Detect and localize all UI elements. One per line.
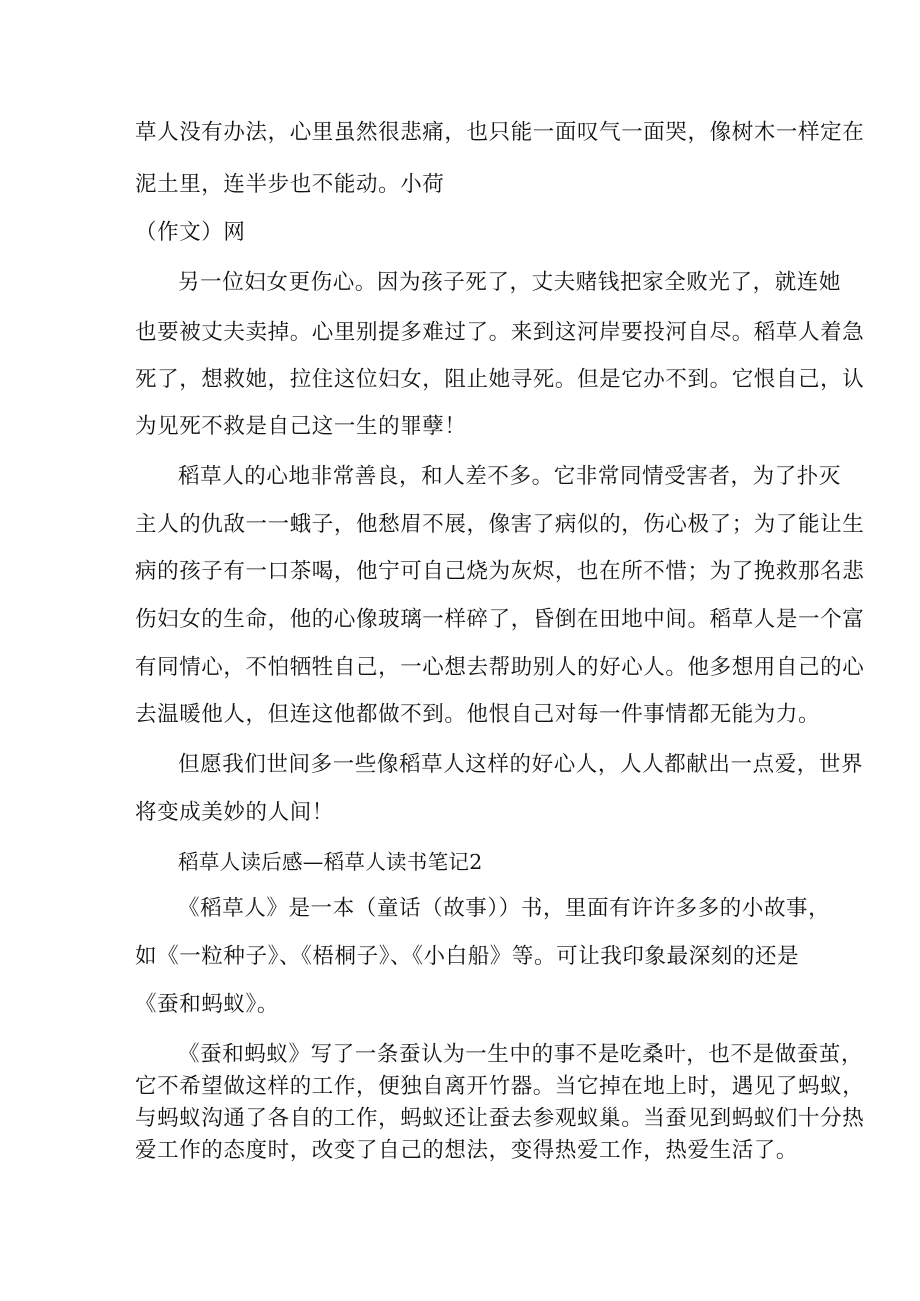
paragraph-2-line-4: 为见死不救是自己这一生的罪孽！	[135, 414, 467, 439]
paragraph-6-line-3: 与蚂蚁沟通了各自的工作，蚂蚁还让蚕去参观蚁巢。当蚕见到蚂蚁们十分热	[135, 1106, 865, 1131]
paragraph-3-line-1: 稻草人的心地非常善良，和人差不多。它非常同情受害者，为了扑灭	[178, 464, 842, 489]
paragraph-3-line-5: 有同情心，不怕牺牲自己，一心想去帮助别人的好心人。他多想用自己的心	[135, 655, 865, 680]
paragraph-6-line-4: 爱工作的态度时，改变了自己的想法，变得热爱工作，热爱生活了。	[135, 1138, 799, 1163]
paragraph-5-line-3: 《蚕和蚂蚁》。	[135, 992, 279, 1017]
paragraph-5-line-2: 如《一粒种子》、《梧桐子》、《小白船》等。可让我印象最深刻的还是	[135, 944, 800, 969]
paragraph-5-line-1: 《稻草人》是一本（童话（故事））书，里面有许许多多的小故事，	[178, 896, 831, 921]
paragraph-3-line-4: 伤妇女的生命，他的心像玻璃一样碎了，昏倒在田地中间。稻草人是一个富	[135, 607, 865, 632]
paragraph-2-line-3: 死了，想救她，拉住这位妇女，阻止她寻死。但是它办不到。它恨自己，认	[135, 367, 865, 392]
paragraph-3-line-2: 主人的仇敌一一蛾子，他愁眉不展，像害了病似的，伤心极了；为了能让生	[135, 512, 865, 537]
paragraph-6-line-2: 它不希望做这样的工作，便独自离开竹器。当它掉在地上时，遇见了蚂蚁，	[135, 1074, 865, 1099]
paragraph-3-line-3: 病的孩子有一口茶喝，他宁可自己烧为灰烬，也在所不惜；为了挽救那名悲	[135, 559, 865, 584]
paragraph-4-line-2: 将变成美妙的人间！	[135, 800, 334, 825]
paragraph-3-line-6: 去温暖他人，但连这他都做不到。他恨自己对每一件事情都无能为力。	[135, 702, 821, 727]
section-heading: 稻草人读后感—稻草人读书笔记2	[178, 850, 483, 874]
paragraph-2-line-2: 也要被丈夫卖掉。心里别提多难过了。来到这河岸要投河自尽。稻草人着急	[135, 320, 865, 345]
paragraph-2-line-1: 另一位妇女更伤心。因为孩子死了，丈夫赌钱把家全败光了，就连她	[178, 270, 842, 295]
paragraph-1-line-1: 草人没有办法，心里虽然很悲痛，也只能一面叹气一面哭，像树木一样定在	[135, 120, 865, 145]
paragraph-6-line-1: 《蚕和蚂蚁》写了一条蚕认为一生中的事不是吃桑叶，也不是做蚕茧，	[178, 1042, 864, 1067]
paragraph-1-line-2: 泥土里，连半步也不能动。小荷	[135, 172, 445, 197]
paragraph-1-line-3: （作文）网	[135, 220, 246, 245]
paragraph-4-line-1: 但愿我们世间多一些像稻草人这样的好心人，人人都献出一点爱，世界	[178, 752, 864, 777]
